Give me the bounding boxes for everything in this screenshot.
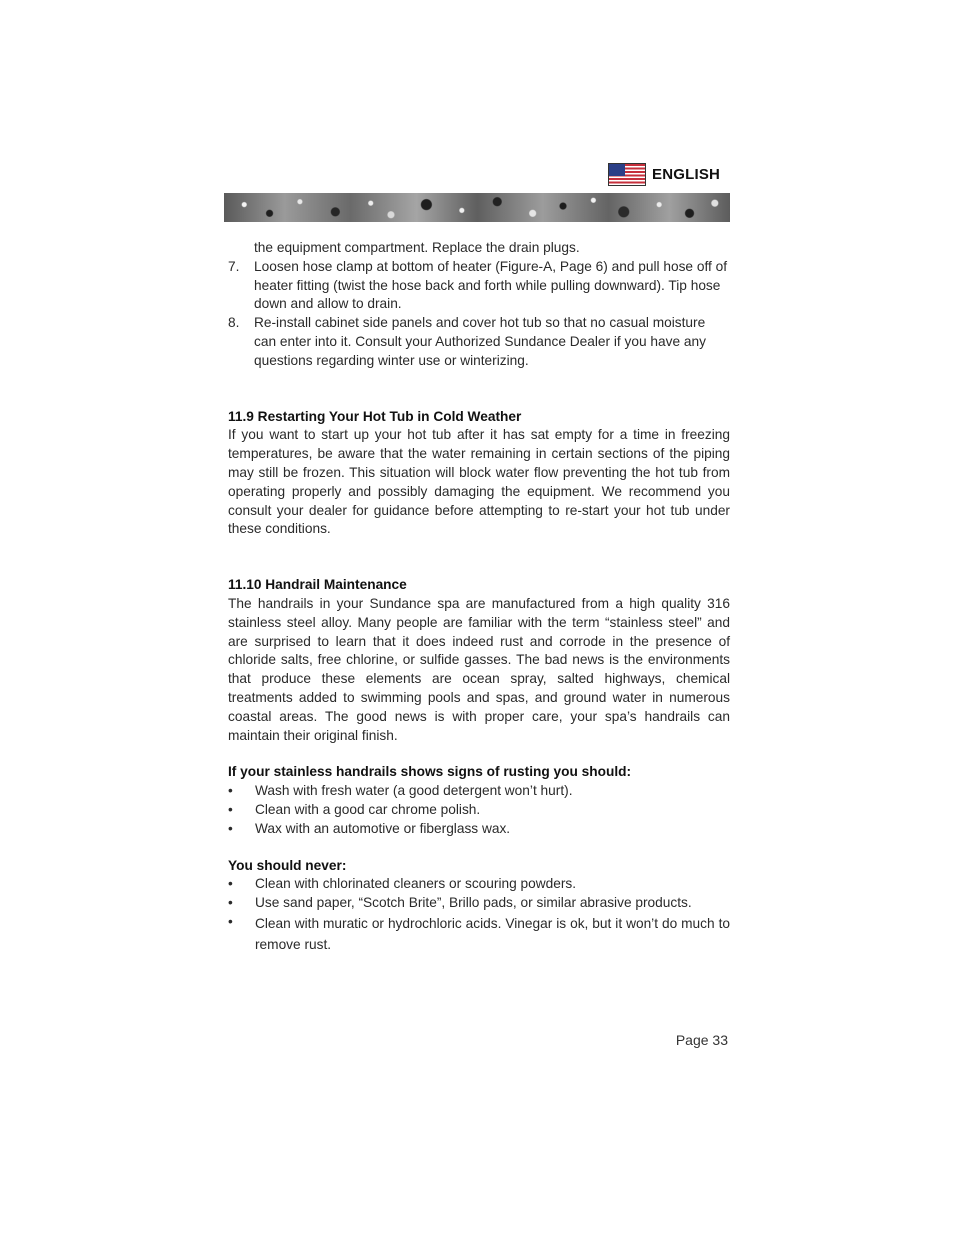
never-heading: You should never:	[228, 857, 347, 873]
page-number: Page 33	[675, 1032, 728, 1048]
language-indicator	[608, 162, 720, 186]
us-flag-icon	[608, 163, 646, 186]
bullet-glyph: •	[228, 820, 233, 836]
list-item-text: Clean with muratic or hydrochloric acids. Vinegar is ok, but it won’t do much to remove rust.	[255, 915, 730, 952]
page-content	[228, 239, 730, 955]
list-item	[228, 801, 730, 820]
list-item-text: Wash with fresh water (a good detergent won’t hurt).	[255, 783, 573, 799]
list-item-text: Use sand paper, “Scotch Brite”, Brillo pads, or similar abrasive products.	[255, 895, 692, 911]
step-number: 8.	[228, 315, 240, 331]
step-item-7	[228, 258, 730, 314]
section-body-11-10: The handrails in your Sundance spa are manufactured from a high quality 316 stainless steel alloy. Many people are familiar with the term “stainless steel” and are surprised to learn that it does indeed rust and corrode in the presence of chloride salts, free chlorine, or sulfide gasses. The bad news is the environments that produce these elements are ocean spray, salted highways, chemical treatments added to swimming pools and spas, and ground water in numerous coastal areas. The good news is with proper care, your spa’s handrails can maintain their original finish.	[228, 595, 730, 743]
bullet-glyph: •	[228, 876, 233, 892]
list-item	[228, 782, 730, 801]
list-item	[228, 894, 730, 913]
list-item-text: Wax with an automotive or fiberglass wax.	[255, 820, 511, 836]
step-text: Loosen hose clamp at bottom of heater (Figure-A, Page 6) and pull hose off of heater fitting (twist the hose back and forth while pulling downward). Tip hose down and allow to drain.	[254, 258, 728, 312]
list-item-text: Clean with chlorinated cleaners or scouring powders.	[255, 876, 577, 892]
section-heading-11-9: 11.9 Restarting Your Hot Tub in Cold Weather	[228, 408, 522, 424]
bullet-glyph: •	[228, 895, 233, 911]
section-body-11-9: If you want to start up your hot tub after it has sat empty for a time in freezing temperatures, be aware that the water remaining in certain sections of the piping may still be frozen. This situation will block water flow preventing the hot tub from operating properly and possibly damaging the equipment. We recommend you consult your dealer for guidance before attempting to re-start your hot tub under these conditions.	[228, 427, 730, 537]
list-item	[228, 875, 730, 894]
list-item	[228, 913, 730, 955]
list-item-text: Clean with a good car chrome polish.	[255, 801, 481, 817]
water-droplets-banner	[224, 193, 730, 222]
section-heading-11-10: 11.10 Handrail Maintenance	[228, 577, 407, 593]
step-number: 7.	[228, 258, 240, 274]
language-label: ENGLISH	[652, 165, 721, 183]
bullet-glyph: •	[228, 913, 233, 929]
bullet-glyph: •	[228, 801, 233, 817]
bullet-glyph: •	[228, 783, 233, 799]
rust-care-heading: If your stainless handrails shows signs of rusting you should:	[228, 764, 632, 780]
step-item-8	[228, 314, 730, 370]
list-item	[228, 820, 730, 839]
step-text: Re-install cabinet side panels and cover hot tub so that no casual moisture can enter into it. Consult your Authorized Sundance Dealer if you have any questions regarding winter use or winterizing.	[254, 315, 706, 368]
continuation-text: the equipment compartment. Replace the drain plugs.	[254, 240, 580, 255]
